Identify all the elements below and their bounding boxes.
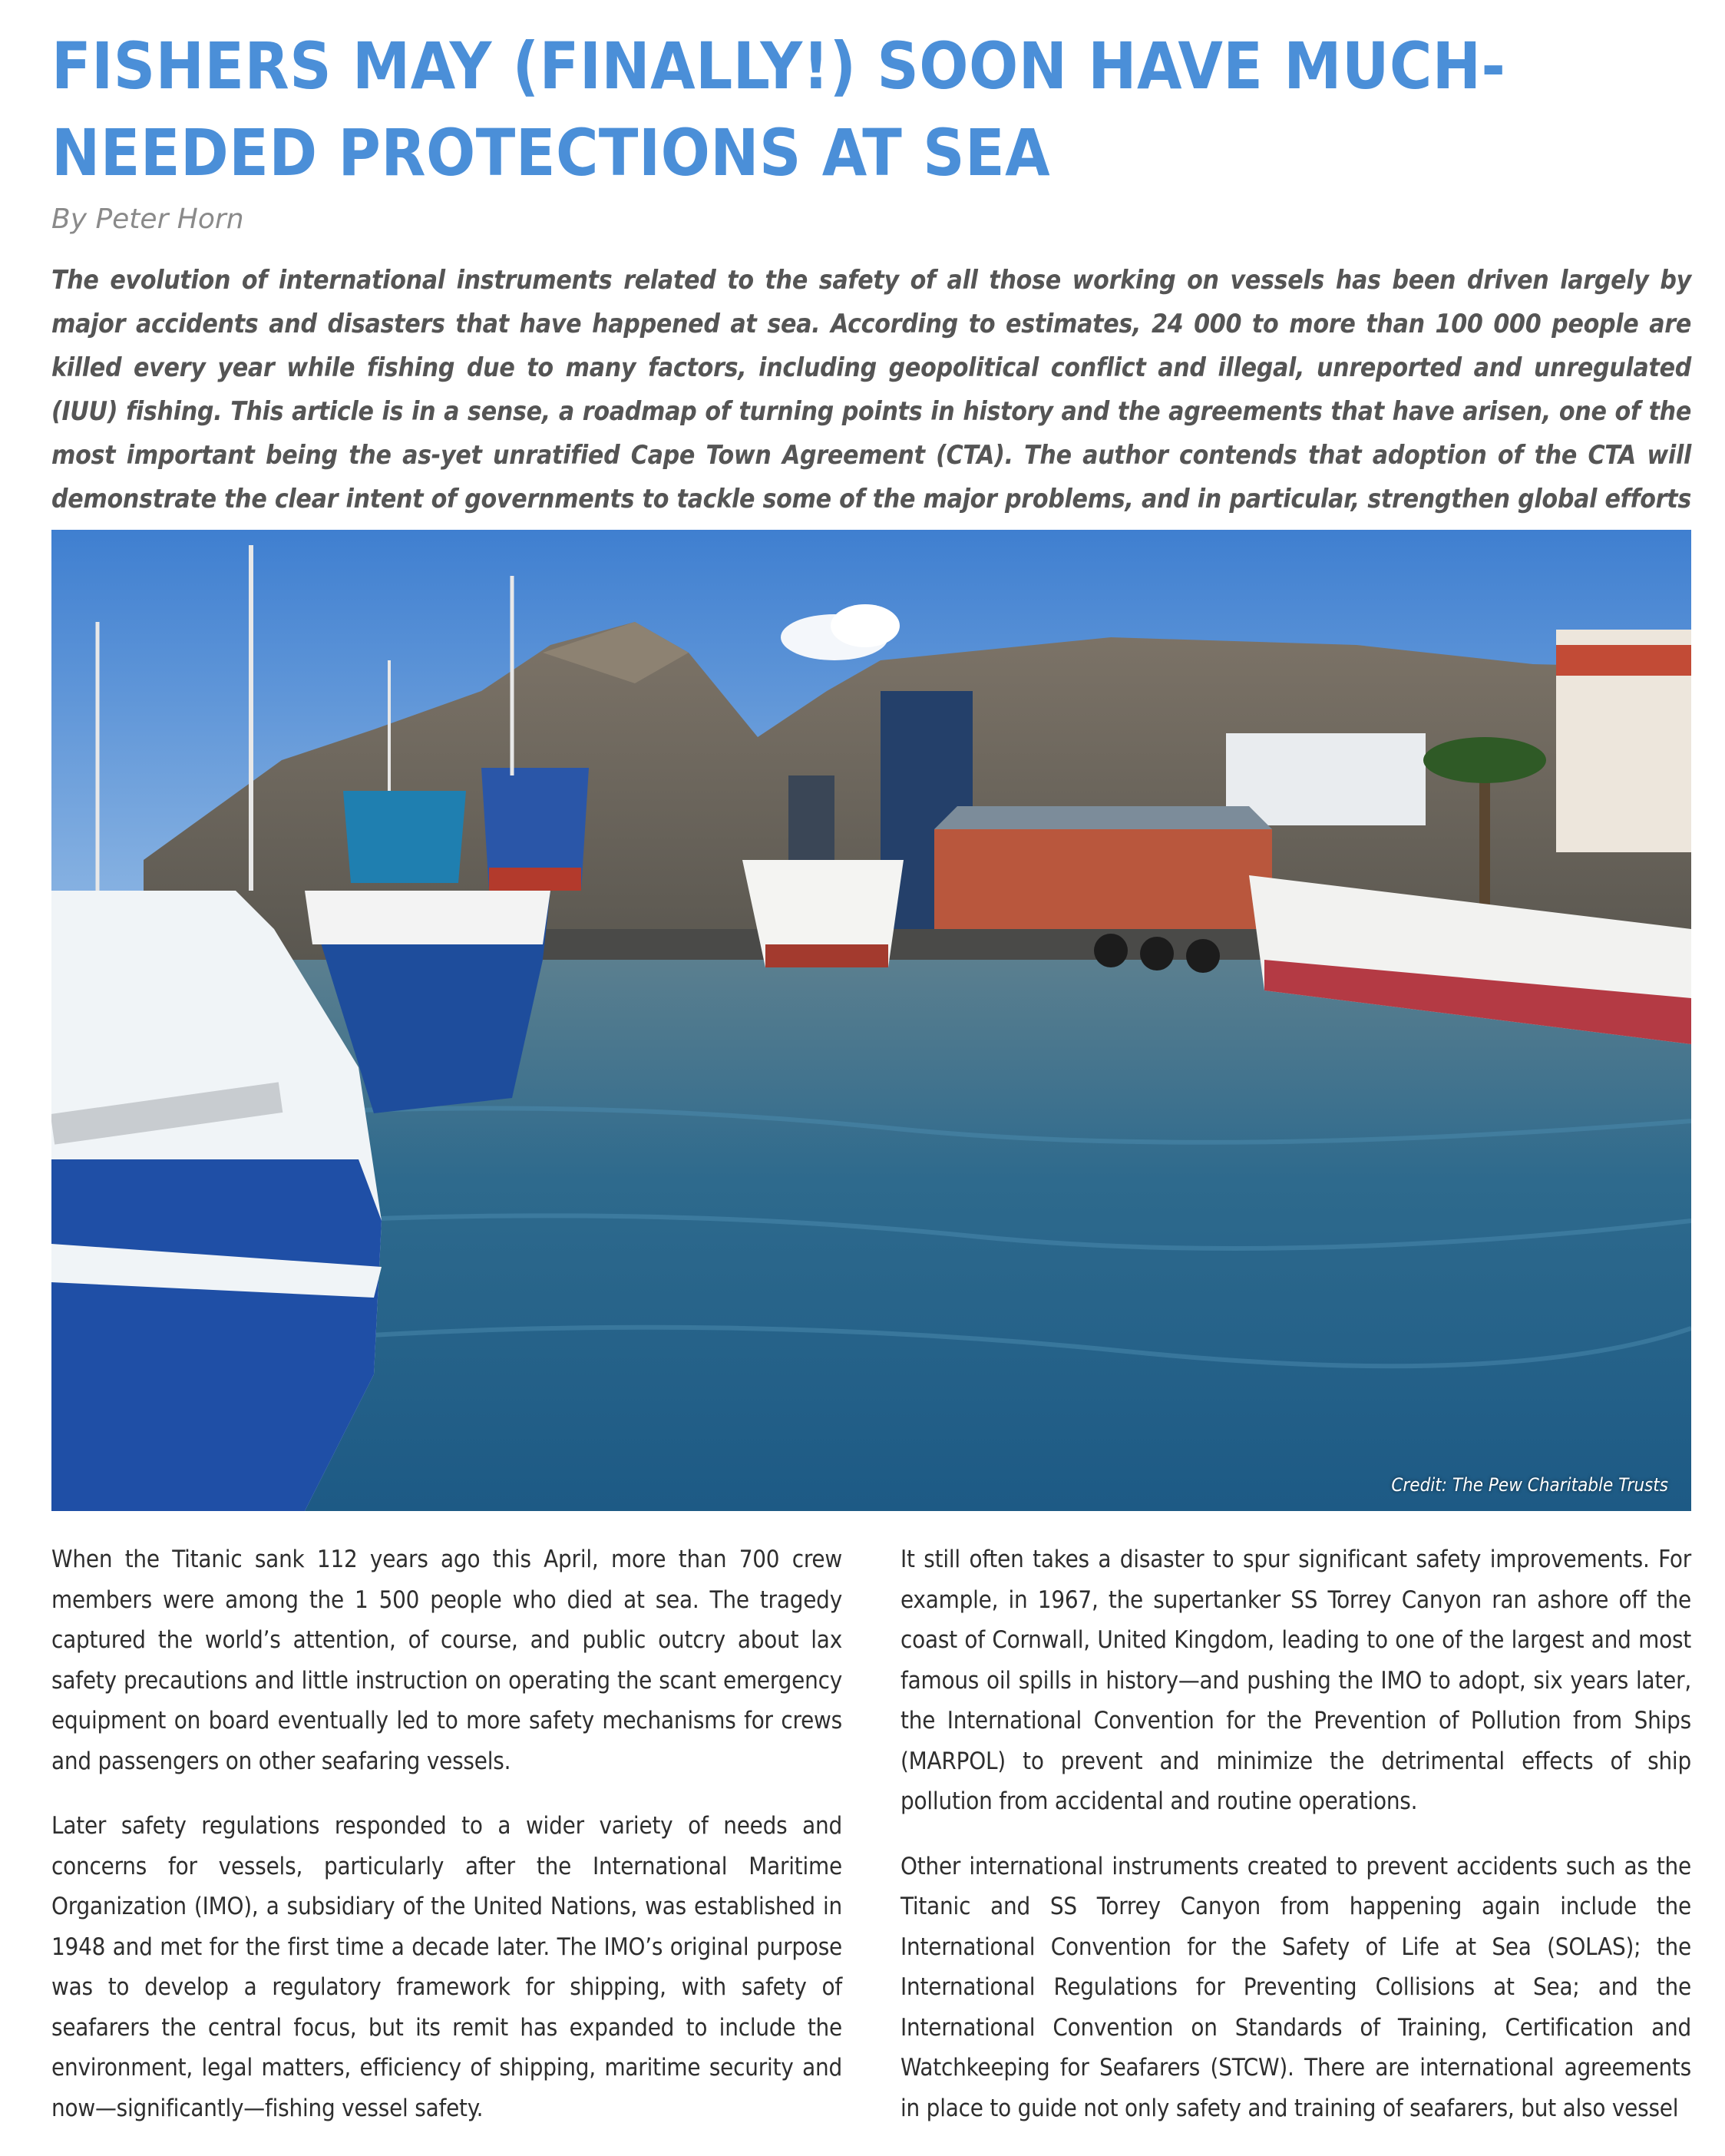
body-paragraph: Later safety regulations responded to a wider variety of needs and concerns for vessels, particularly after the International Maritime Organization (IMO), a subsidiary of the United Nations, was established in 1948 and met for the first time a decade later. The IMO’s original purpose was to develop a regulatory framework for shipping, with safety of seafarers the central focus, but its remit has expanded to include the environment, legal matters, efficiency of shipping, maritime security and now—significantly—fishing vessel safety.: [51, 1812, 842, 2122]
fender-tyre: [1140, 937, 1174, 971]
palm-leaves: [1423, 737, 1546, 783]
harbour-photo: [51, 530, 1691, 1511]
body-paragraph: When the Titanic sank 112 years ago this April, more than 700 crew members were among the 1 500 people who died at sea. The tragedy captured the world’s attention, of course, and public outcry about lax safety precautions and little instruction on operating the scant emergency equipment on board eventually led to more safety mechanisms for crews and passengers on other seafaring vessels.: [51, 1546, 842, 1775]
building-roof: [1556, 645, 1691, 676]
left-column: [51, 1539, 842, 2153]
intro-paragraph: The evolution of international instruments related to the safety of all those working on vessels has been driven largely by major accidents and disasters that have happened at sea. According to estimates, 24 000 to more than 100 000 people are killed every year while fishing due to many factors, including geopolitical conflict and illegal, unreported and unregulated (IUU) fishing. This article is in a sense, a roadmap of turning points in history and the agreements that have arisen, one of the most important being the as-yet unratified Cape Town Agreement (CTA). The author contends that adoption of the CTA will demonstrate the clear intent of governments to tackle some of the major problems, and in particular, strengthen global efforts: [51, 265, 1691, 514]
warehouse-roof: [934, 806, 1272, 829]
body-paragraph: It still often takes a disaster to spur significant safety improvements. For example, in 1967, the supertanker SS Torrey Canyon ran ashore off the coast of Cornwall, United Kingdom, leading to one of the largest and most famous oil spills in history—and pushing the IMO to adopt, six years later, the International Convention for the Prevention of Pollution from Ships (MARPOL) to prevent and minimize the detrimental effects of ship pollution from accidental and routine operations.: [901, 1546, 1691, 1815]
fender-tyre: [1094, 934, 1128, 967]
harbour-illustration: [51, 530, 1691, 1511]
body-paragraph: Other international instruments created to prevent accidents such as the Titanic and SS Torrey Canyon from happening again include the International Convention for the Safety of Life at Sea (SOLAS); the International Regulations for Preventing Collisions at Sea; and the International Convention on Standards of Training, Certification and Watchkeeping for Seafarers (STCW). There are international agreements in place to guide not only safety and training of seafarers, but also vessel: [901, 1852, 1691, 2122]
photo-credit: Credit: The Pew Charitable Trusts: [1391, 1474, 1668, 1496]
headline: FISHERS MAY (FINALLY!) SOON HAVE MUCH-NEEDED PROTECTIONS AT SEA: [51, 28, 1506, 190]
cloud: [831, 604, 900, 647]
turquoise-trawler: [343, 791, 466, 883]
article-header: [51, 23, 1691, 564]
centre-boat-top: [305, 891, 550, 944]
fender-tyre: [1186, 939, 1220, 973]
right-column: [901, 1539, 1691, 2153]
body-columns: [51, 1539, 1691, 2153]
byline: By Peter Horn: [51, 203, 244, 235]
building: [1226, 733, 1426, 825]
